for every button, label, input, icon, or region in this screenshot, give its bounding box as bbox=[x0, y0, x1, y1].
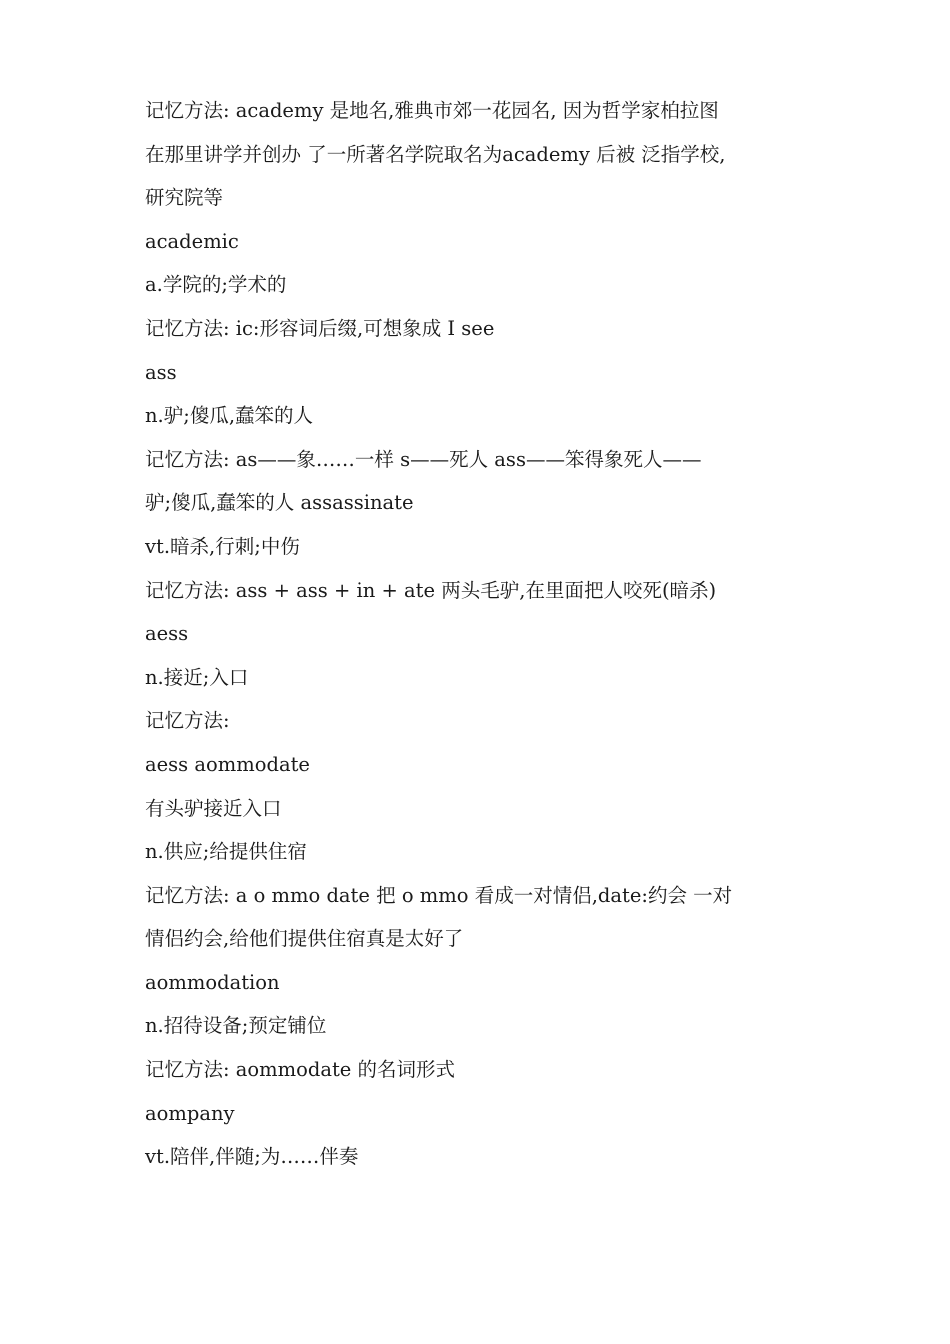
memory-method-line: 记忆方法: ic:形容词后缀,可想象成 I see bbox=[145, 316, 495, 340]
headword-line: aess aommodate bbox=[145, 752, 310, 776]
definition-line: n.招待设备;预定铺位 bbox=[145, 1014, 327, 1038]
memory-method-line: 记忆方法: as——象……一样 s——死人 ass——笨得象死人—— bbox=[145, 447, 702, 471]
text-line: 在那里讲学并创办 了一所著名学院取名为academy 后被 泛指学校, bbox=[145, 142, 726, 166]
text-line: 记忆方法: academy 是地名,雅典市郊一花园名, 因为哲学家柏拉图 bbox=[145, 99, 719, 122]
definition-line: n.供应;给提供住宿 bbox=[145, 840, 307, 864]
headword-line: ass bbox=[145, 360, 177, 384]
memory-method-line: 记忆方法: a o mmo date 把 o mmo 看成一对情侣,date:约会 一对 bbox=[145, 883, 733, 907]
document-body bbox=[145, 89, 825, 1179]
text-line: 研究院等 bbox=[145, 186, 224, 210]
memory-method-line: 记忆方法: bbox=[145, 709, 230, 733]
text-line: 情侣约会,给他们提供住宿真是太好了 bbox=[145, 927, 464, 951]
definition-line: n.驴;傻瓜,蠢笨的人 bbox=[145, 404, 314, 428]
headword-line: aess bbox=[145, 622, 189, 646]
memory-method-line: 记忆方法: ass + ass + in + ate 两头毛驴,在里面把人咬死(暗杀) bbox=[145, 578, 717, 602]
text-line: 驴;傻瓜,蠢笨的人 assassinate bbox=[145, 491, 414, 515]
definition-line: vt.陪伴,伴随;为……伴奏 bbox=[145, 1145, 359, 1169]
definition-line: vt.暗杀,行刺;中伤 bbox=[145, 534, 300, 558]
definition-line: a.学院的;学术的 bbox=[145, 273, 287, 297]
headword-line: aommodation bbox=[145, 970, 280, 994]
text-line: 有头驴接近入口 bbox=[145, 796, 282, 820]
definition-line: n.接近;入口 bbox=[145, 665, 249, 689]
headword-line: aompany bbox=[145, 1101, 235, 1125]
headword-line: academic bbox=[145, 229, 239, 253]
memory-method-line: 记忆方法: aommodate 的名词形式 bbox=[145, 1058, 456, 1082]
